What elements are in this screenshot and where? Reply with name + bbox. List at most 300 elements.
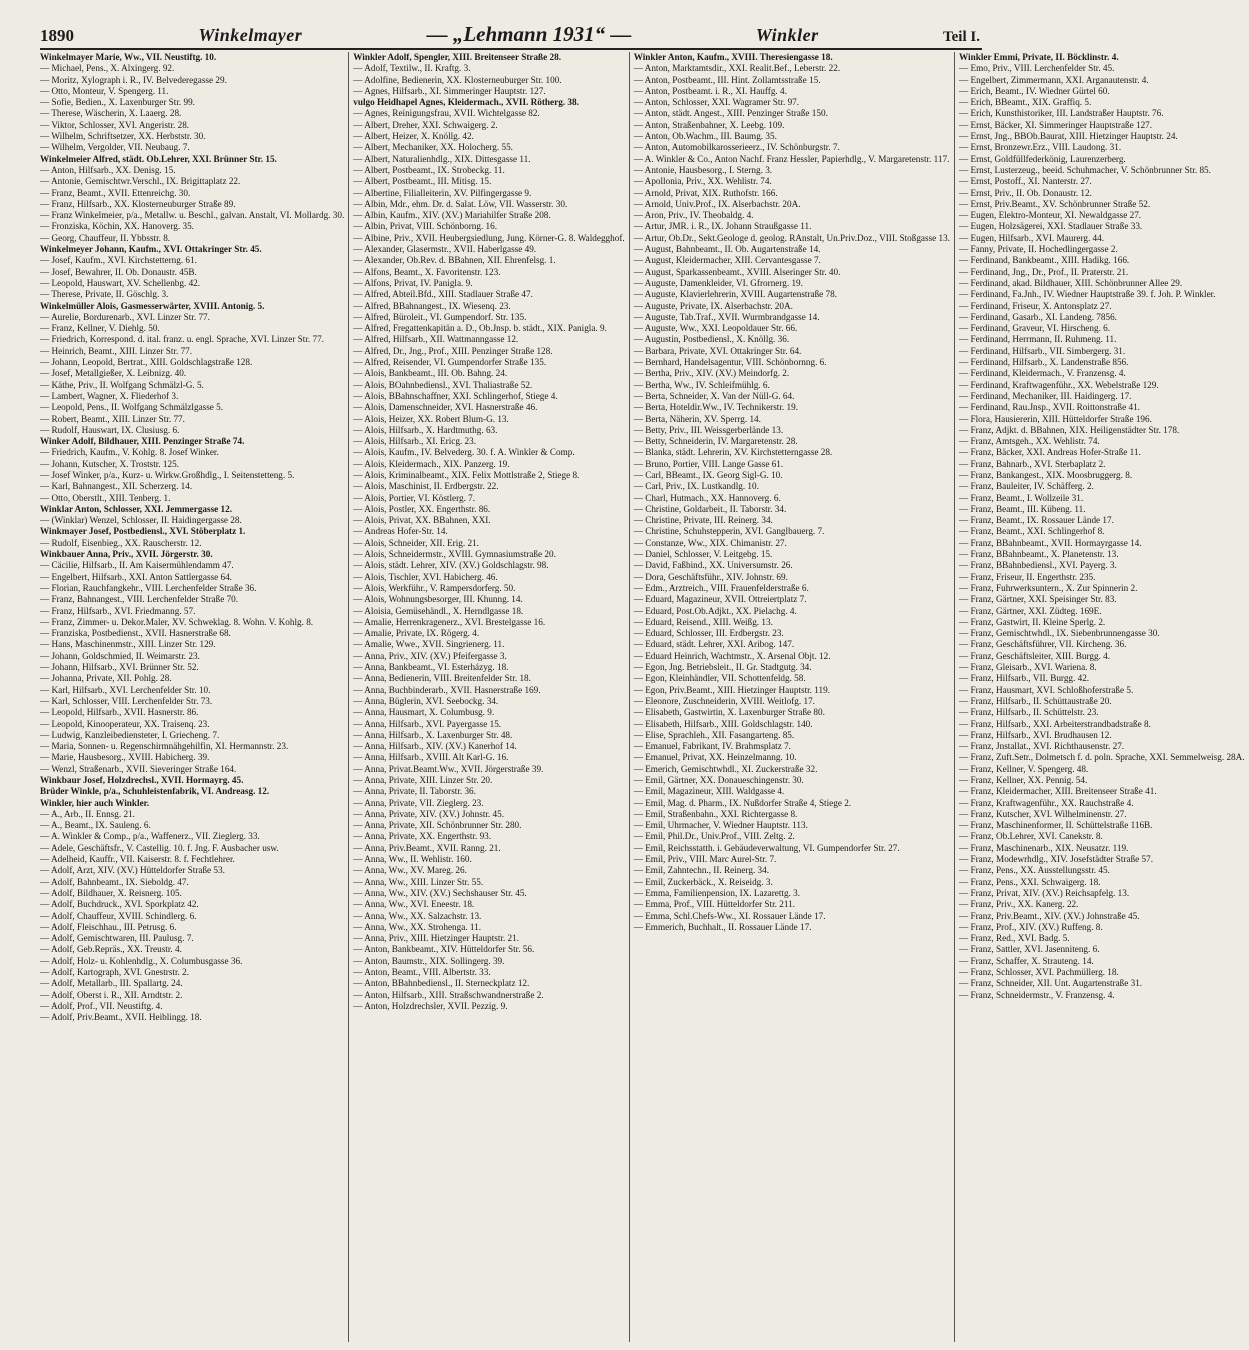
directory-entry: — Anton, Straßenbahner, X. Leebg. 109.: [633, 119, 785, 130]
directory-entry: — Wilhelm, Schriftsetzer, XX. Herbststr. 30.: [40, 131, 206, 142]
directory-entry: — Franz, Bäcker, XXI. Andreas Hofer-Straße 11.: [959, 447, 1141, 458]
directory-entry: — Emma, Familienpension, IX. Lazarettg. 3.: [633, 887, 801, 898]
directory-entry: — Alfred, Abteil.Bfd., XIII. Stadlauer Straße 47.: [353, 289, 533, 300]
directory-entry: — Barbara, Private, XVI. Ottakringer Str. 64.: [633, 345, 802, 356]
directory-entry: Winkelmeier Alfred, städt. Ob.Lehrer, XXI. Brünner Str. 15.: [40, 153, 277, 164]
directory-entry: — Albert, Postbeamt., IX. Strobeckg. 11.: [353, 164, 505, 175]
directory-entry: — Anna, Private, XX. Engerthstr. 93.: [353, 831, 492, 842]
directory-entry: Winkelmeyer Johann, Kaufm., XVI. Ottakringer Str. 45.: [40, 244, 262, 255]
directory-entry: — Ernst, Bronzewr.Erz., VIII. Laudong. 31.: [959, 142, 1122, 153]
directory-entry: — Franz, Kraftwagenführ., XX. Rauchstraße 4.: [959, 797, 1134, 808]
directory-entry: Brüder Winkle, p/a., Schuhleistenfabrik, VI. Andreasg. 12.: [40, 786, 270, 797]
directory-entry: — Franz, Schaffer, X. Strauteng. 14.: [959, 955, 1094, 966]
directory-entry: — Alois, Maschinist, II. Erdbergstr. 22.: [353, 481, 499, 492]
directory-entry: — Adolf, Prof., VII. Neustiftg. 4.: [40, 1000, 163, 1011]
directory-entry: — Alois, Hilfsarb., XI. Ericg. 23.: [353, 436, 477, 447]
directory-entry: — Anna, Ww., XIII. Linzer Str. 55.: [353, 876, 484, 887]
directory-entry: — Alfred, Fregattenkapitän a. D., Ob.Jnsp. b. städt., XIX. Panigla. 9.: [353, 323, 607, 334]
directory-entry: — (Winklar) Wenzel, Schlosser, II. Haidingergasse 28.: [40, 515, 242, 526]
directory-entry: — Elisabeth, Gastwirtin, X. Laxenburger Straße 80.: [633, 707, 825, 718]
directory-entry: — Alfons, Beamt., X. Favoritenstr. 123.: [353, 266, 501, 277]
directory-entry: — Alois, Portier, VI. Köstlerg. 7.: [353, 492, 476, 503]
directory-entry: — Emmerich, Buchhalt., II. Rossauer Lände 17.: [633, 921, 812, 932]
directory-entry: — Adolf, Bildhauer, X. Reisnerg. 105.: [40, 887, 182, 898]
directory-entry: — Adolf, Kartograph, XVI. Gnestrstr. 2.: [40, 967, 190, 978]
directory-entry: — Adelheid, Kauffr., VII. Kaiserstr. 8. f. Fechtlehrer.: [40, 854, 235, 865]
directory-entry: — Alfred, Reisender, VI. Gumpendorfer Straße 135.: [353, 357, 547, 368]
directory-entry: — Franz, Prof., XIV. (XV.) Ruffeng. 8.: [959, 921, 1103, 932]
directory-entry: — Anton, BBahnbediensl., II. Sterneckplatz 12.: [353, 978, 530, 989]
directory-entry: — Anna, Privat.Beamt.Ww., XVII. Jörgerstraße 39.: [353, 763, 544, 774]
directory-entry: — Emerich, Gemischtwhdl., XI. Zuckerstraße 32.: [633, 763, 818, 774]
directory-entry: vulgo Heidhapel Agnes, Kleidermach., XVII. Rötherg. 38.: [353, 97, 579, 108]
directory-entry: — Franz, BBahnbeamt., X. Planetenstr. 13.: [959, 549, 1119, 560]
directory-entry: — Emil, Straßenbahn., XXI. Richtergasse 8.: [633, 808, 798, 819]
directory-entry: — Emil, Zuckerbäck., X. Reiseidg. 3.: [633, 876, 773, 887]
directory-entry: — Adolf, Chauffeur, XVIII. Schindlerg. 6.: [40, 910, 197, 921]
directory-entry: — Ernst, Jng., BBOb.Baurat, XIII. Hietzinger Hauptstr. 24.: [959, 131, 1178, 142]
directory-entry: — Engelbert, Hilfsarb., XXI. Anton Sattlergasse 64.: [40, 571, 232, 582]
directory-entry: — Anton, Postbeamt., III. Hint. Zollamtsstraße 15.: [633, 74, 821, 85]
directory-entry: — Anna, Private, VII. Zieglerg. 23.: [353, 797, 484, 808]
directory-entry: — Anna, Ww., XVI. Eneestr. 18.: [353, 899, 475, 910]
directory-entry: — Adolf, Metallarb., III. Spallartg. 24.: [40, 978, 183, 989]
directory-entry: — Franz, Beamt., IX. Rossauer Lände 17.: [959, 515, 1114, 526]
directory-entry: — Anna, Ww., XX. Strohenga. 11.: [353, 921, 482, 932]
directory-entry: — Alois, Bankbeamt., III. Ob. Bahng. 24.: [353, 368, 508, 379]
directory-entry: — Aloisia, Gemüsehändl., X. Herndlgasse 18.: [353, 605, 524, 616]
directory-entry: — Maria, Sonnen- u. Regenschirmnähgehilfin, XI. Hermannstr. 23.: [40, 741, 289, 752]
directory-entry: — Anna, Hilfsarb., X. Laxenburger Str. 48.: [353, 729, 513, 740]
directory-entry: — Leopold, Kinooperateur, XX. Traisenq. 23.: [40, 718, 210, 729]
directory-entry: — Eduard, Post.Ob.Adjkt., XX. Pielachg. 4.: [633, 605, 797, 616]
directory-entry: — Anton, Marktamtsdir., XXI. Realit.Bef., Leberstr. 22.: [633, 63, 841, 74]
header-right-name: Winkler: [755, 25, 819, 45]
directory-entry: — Franz, Zuft.Setr., Dolmetsch f. d. poln. Sprache, XXI. Semmelweisg. 28A.: [959, 752, 1245, 763]
directory-entry: — Antonie, Hausbesorg., I. Sterng. 3.: [633, 164, 773, 175]
directory-entry: — Anna, Private, XIV. (XV.) Johnstr. 45.: [353, 808, 505, 819]
directory-entry: — Ferdinand, Bankbeamt., XIII. Hadikg. 166.: [959, 255, 1130, 266]
directory-entry: — Alexander, Ob.Rev. d. BBahnen, XII. Ehrenfelsg. 1.: [353, 255, 556, 266]
directory-entry: — Josef, Metallgießer, X. Leibnizg. 40.: [40, 368, 187, 379]
directory-entry: — Rudolf, Hauswart, IX. Clusiusg. 6.: [40, 424, 180, 435]
directory-entry: — Eduard, Reisend., XIII. Weißg. 13.: [633, 616, 773, 627]
directory-entry: — Antonie, Gemischtwr.Verschl., IX. Brigittaplatz 22.: [40, 176, 241, 187]
directory-entry: — Franz, Hilfsarb., XXI. Arbeiterstrandbadstraße 8.: [959, 718, 1151, 729]
directory-entry: — Anton, Schlosser, XXI. Wagramer Str. 97.: [633, 97, 800, 108]
directory-entry: — Franz, Hausmart, XVI. Schloßhoferstraße 5.: [959, 684, 1134, 695]
directory-entry: — Franz, Geschäftsleiter, XIII. Burgg. 4.: [959, 650, 1111, 661]
directory-entry: — Anna, Buchbinderarb., XVII. Hasnerstraße 169.: [353, 684, 541, 695]
directory-entry: — Amalie, Herrenkragenerz., XVI. Brestelgasse 16.: [353, 616, 546, 627]
directory-entry: — Franz, Gleisarb., XVI. Wariena. 8.: [959, 662, 1097, 673]
directory-entry: — Franz, BBahnbediensl., XVI. Payerg. 3.: [959, 560, 1117, 571]
directory-entry: Winkler Anton, Kaufm., XVIII. Theresiengasse 18.: [633, 52, 833, 62]
directory-entry: — Alfred, Büroleit., VI. Gumpendorf. Str. 135.: [353, 311, 527, 322]
directory-entry: — Adolf, Geb.Repräs., XX. Treustr. 4.: [40, 944, 182, 955]
directory-entry: — Franziska, Postbedienst., XVII. Hasnerstraße 68.: [40, 628, 231, 639]
directory-entry: — August, Kleidermacher, XIII. Cervantesgasse 7.: [633, 255, 821, 266]
directory-entry: — Otto, Oberstlt., XIII. Tenberg. 1.: [40, 492, 171, 503]
directory-entry: — Christine, Schuhstepperin, XVI. Ganglbauerg. 7.: [633, 526, 825, 537]
directory-entry: — Anton, Hilfsarb., XX. Denisg. 15.: [40, 164, 176, 175]
directory-entry: — Johanna, Private, XII. Pohlg. 28.: [40, 673, 172, 684]
directory-entry: — Leopold, Hilfsarb., XVII. Hasnerstr. 86.: [40, 707, 199, 718]
directory-entry: — Emo, Priv., VIII. Lerchenfelder Str. 45.: [959, 63, 1115, 74]
directory-entry: — Emil, Gärtner, XX. Donaueschingenstr. 30.: [633, 775, 804, 785]
directory-entry: — David, Faßbind., XX. Universumstr. 26.: [633, 560, 793, 571]
directory-entry: — Ferdinand, Kleidermach., V. Franzensg. 4.: [959, 368, 1126, 379]
directory-entry: Winkelmayer Marie, Ww., VII. Neustiftg. 10.: [40, 52, 217, 62]
directory-entry: — Elisabeth, Hilfsarb., XIII. Goldschlagstr. 140.: [633, 718, 813, 729]
directory-entry: — Emanuel, Fabrikant, IV. Brahmsplatz 7.: [633, 741, 791, 752]
directory-entry: — Franz, Kellner, V. Diehlg. 50.: [40, 323, 160, 334]
directory-entry: — Anna, Ww., XV. Mareg. 26.: [353, 865, 467, 876]
directory-entry: — Egon, Priv.Beamt., XIII. Hietzinger Hauptstr. 119.: [633, 684, 831, 695]
directory-entry: — Alois, Schneidermstr., XVIII. Gymnasiumstraße 20.: [353, 549, 556, 560]
directory-entry: — Franz, Jnstallat., XVI. Richthausenstr. 27.: [959, 741, 1125, 752]
directory-entry: — Emil, Zahntechn., II. Reinerg. 34.: [633, 865, 770, 876]
directory-entry: — Johann, Goldschmied, II. Weimarstr. 23.: [40, 650, 200, 661]
directory-entry: — Erich, Beamt., IV. Wiedner Gürtel 60.: [959, 85, 1110, 96]
directory-entry: — Ferdinand, Fa.Jnh., IV. Wiedner Hauptstraße 39. f. Joh. P. Winkler.: [959, 289, 1216, 300]
directory-entry: — Alois, BOahnbediensl., XVI. Thaliastraße 52.: [353, 379, 533, 390]
directory-entry: — Franz, Hilfsarb., XVI. Friedmanng. 57.: [40, 605, 196, 616]
directory-entry: — Arnold, Privat, XIX. Ruthofstr. 166.: [633, 187, 778, 198]
directory-entry: — Berta, Näherin, XV. Sperrg. 14.: [633, 413, 761, 424]
directory-entry: — Anna, Priv.Beamt., XVII. Ranng. 21.: [353, 842, 501, 853]
directory-entry: — Ernst, Priv.Beamt., XV. Schönbrunner Straße 52.: [959, 198, 1151, 209]
directory-entry: — Emil, Magazineur, XIII. Waldgasse 4.: [633, 786, 785, 797]
directory-entry: — Anton, Beamt., VIII. Albertstr. 33.: [353, 967, 491, 978]
header-left-name: Winkelmayer: [198, 25, 303, 45]
directory-entry: — Alfred, Dr., Jng., Prof., XIII. Penzinger Straße 128.: [353, 345, 553, 356]
directory-entry: — Franz, Ob.Lehrer, XVI. Canekstr. 8.: [959, 831, 1103, 842]
directory-entry: — Hans, Maschinenmstr., XIII. Linzer Str. 129.: [40, 639, 216, 650]
directory-entry: — Alois, Privat, XX. BBahnen, XXI.: [353, 515, 491, 526]
column-4: [959, 52, 1249, 1342]
directory-entry: — Erich, Kunsthistoriker, III. Landstraßer Hauptstr. 76.: [959, 108, 1164, 119]
directory-entry: — Anna, Priv., XIII. Hietzinger Hauptstr. 21.: [353, 933, 520, 944]
directory-entry: — August, Sparkassenbeamt., XVIII. Alseringer Str. 40.: [633, 266, 841, 277]
directory-entry: — Adolf, Holz- u. Kohlenhdlg., X. Columbusgasse 36.: [40, 955, 243, 966]
directory-entry: — Ferdinand, Gasarb., XI. Landeng. 7856.: [959, 311, 1117, 322]
directory-entry: — Franz, Kutscher, XVI. Wilhelminenstr. 27.: [959, 808, 1127, 819]
header-part: Teil I.: [943, 29, 980, 45]
directory-entry: — Agnes, Hilfsarb., XI. Simmeringer Hauptstr. 127.: [353, 85, 546, 96]
directory-entry: — Franz, Red., XVI. Badg. 5.: [959, 933, 1070, 944]
directory-entry: — Alfons, Privat, IV. Panigla. 9.: [353, 277, 473, 288]
directory-entry: — Friedrich, Kaufm., V. Kohlg. 8. Josef Winker.: [40, 447, 219, 458]
directory-entry: — Ernst, Priv., II. Ob. Donaustr. 12.: [959, 187, 1092, 198]
directory-entry: — Adolf, Arzt, XIV. (XV.) Hütteldorfer Straße 53.: [40, 865, 225, 876]
directory-entry: — Josef, Bewahrer, II. Ob. Donaustr. 45B.: [40, 266, 197, 277]
directory-entry: — Georg, Chauffeur, II. Ybbsstr. 8.: [40, 232, 171, 243]
directory-entry: — Moritz, Xylograph i. R., IV. Belvederegasse 29.: [40, 74, 227, 85]
directory-entry: — Anna, Büglerin, XVI. Seebockg. 34.: [353, 695, 499, 706]
directory-entry: — Heinrich, Beamt., XIII. Linzer Str. 77.: [40, 345, 193, 356]
directory-entry: Winker Adolf, Bildhauer, XIII. Penzinger Straße 74.: [40, 436, 245, 447]
directory-entry: — Betty, Priv., III. Weissgerberlände 13.: [633, 424, 784, 435]
directory-entry: — A., Beamt., IX. Sauleng. 6.: [40, 820, 151, 831]
directory-entry: — Marie, Hausbesorg., XVIII. Habicherg. 39.: [40, 752, 210, 763]
directory-entry: — Franz, Bankangest., XIX. Moosbruggerg. 8.: [959, 469, 1133, 480]
directory-entry: — Ludwig, Kanzleibediensteter, I. Griecheng. 7.: [40, 729, 220, 740]
directory-entry: — Albine, Priv., XVII. Heubergsiedlung, Jung. Körner-G. 8. Waldegghof.: [353, 232, 625, 243]
directory-entry: — Flora, Hausiererin, XIII. Hütteldorfer Straße 196.: [959, 413, 1152, 424]
directory-entry: — Eleonore, Zuschneiderin, XVIII. Weitlofg. 17.: [633, 695, 815, 706]
directory-entry: — Therese, Wäscherin, X. Laaerg. 28.: [40, 108, 182, 119]
directory-entry: — Anton, Hilfsarb., XIII. Straßschwandnerstraße 2.: [353, 989, 544, 1000]
directory-entry: — Alfred, Hilfsarb., XII. Wattmanngasse 12.: [353, 334, 519, 345]
directory-entry: — Anna, Hilfsarb., XVIII. Alt Karl-G. 16.: [353, 752, 509, 763]
directory-entry: — Adele, Geschäftsfr., V. Castellig. 10. f. Jng. F. Ausbacher usw.: [40, 842, 279, 853]
directory-entry: — Elise, Sprachleh., XII. Fasangarteng. 85.: [633, 729, 795, 740]
directory-entry: — Auguste, Private, IX. Alserbachstr. 20A.: [633, 300, 793, 311]
directory-entry: — Alois, BBahnschaffner, XXI. Schlingerhof, Stiege 4.: [353, 390, 558, 401]
directory-entry: — Franz, Bahnangest., VIII. Lerchenfelder Straße 70.: [40, 594, 239, 605]
directory-entry: — Wilhelm, Vergolder, VII. Neubaug. 7.: [40, 142, 190, 153]
directory-entry: — Franz, Schneidermstr., V. Franzensg. 4.: [959, 989, 1115, 1000]
directory-entry: — Franz, Beamt., XVII. Ettenreichg. 30.: [40, 187, 191, 198]
column-3: [634, 52, 955, 1342]
directory-entry: — Arnold, Univ.Prof., IX. Alserbachstr. 20A.: [633, 198, 801, 209]
directory-entry: — Alexander, Glasermstr., XVII. Haberlgasse 49.: [353, 244, 537, 255]
directory-entry: — Ferdinand, Mechaniker, III. Haidingerg. 17.: [959, 390, 1132, 401]
directory-entry: Winkbauer Anna, Priv., XVII. Jörgerstr. 30.: [40, 549, 213, 560]
directory-entry: — Ferdinand, akad. Bildhauer, XIII. Schönbrunner Allee 29.: [959, 277, 1183, 288]
directory-entry: — Aurelie, Bordurenarb., XVI. Linzer Str. 77.: [40, 311, 210, 322]
directory-entry: — Ernst, Goldfüllfederkönig, Laurenzerberg.: [959, 153, 1126, 164]
directory-entry: — Karl, Hilfsarb., XVI. Lerchenfelder Str. 10.: [40, 684, 211, 695]
directory-entry: — Anton, Ob.Wachm., III. Baumg. 35.: [633, 131, 777, 142]
directory-entry: — Alfred, BBahnangest., IX. Wiesenq. 23.: [353, 300, 511, 311]
directory-entry: — Carl, Priv., IX. Lustkandlg. 10.: [633, 481, 759, 492]
directory-entry: — Franz, BBahnbeamt., XVII. Hormayrgasse 14.: [959, 537, 1142, 548]
directory-entry: — Franz, Modewrhdlg., XIV. Josefstädter Straße 57.: [959, 854, 1154, 865]
directory-entry: — Ernst, Bäcker, XI. Simmeringer Hauptstraße 127.: [959, 119, 1153, 130]
directory-entry: — Alois, Werkführ., V. Rampersdorferg. 50.: [353, 582, 516, 593]
directory-entry: — Franz, Maschinenformer, II. Schüttelstraße 116B.: [959, 820, 1153, 831]
directory-entry: — Ferdinand, Hilfsarb., VII. Simbergerg. 31.: [959, 345, 1126, 356]
directory-entry: — Apollonia, Priv., XX. Wehlistr. 74.: [633, 176, 772, 187]
directory-entry: — Blanka, städt. Lehrerin, XV. Kirchstetterngasse 28.: [633, 447, 833, 458]
directory-entry: — Franz, Maschinenarb., XIX. Neusatzr. 119.: [959, 842, 1129, 853]
directory-entry: — Eugen, Elektro-Monteur, XI. Newaldgasse 27.: [959, 210, 1142, 221]
directory-entry: — Augustin, Postbediensl., X. Knöllg. 36.: [633, 334, 790, 345]
directory-entry: — Franz, Gemischtwhdl., IX. Siebenbrunnengasse 30.: [959, 628, 1160, 639]
directory-entry: — Daniel, Schlosser, V. Leitgebg. 15.: [633, 549, 773, 560]
directory-entry: — Franz, Zimmer- u. Dekor.Maler, XV. Schweklag. 8. Wohn. V. Kohlg. 8.: [40, 616, 314, 627]
directory-entry: — Albin, Privat, VIII. Schönborng. 16.: [353, 221, 498, 232]
directory-entry: — Josef Winker, p/a., Kurz- u. Wirkw.Großhdlg., I. Seitenstetteng. 5.: [40, 469, 295, 480]
directory-entry: — Johann, Hilfsarb., XVI. Brünner Str. 52.: [40, 662, 199, 673]
directory-entry: — Karl, Schlosser, VIII. Lerchenfelder Str. 73.: [40, 695, 213, 706]
directory-entry: — Ferdinand, Jng., Dr., Prof., II. Praterstr. 21.: [959, 266, 1129, 277]
directory-entry: — Friedrich, Korrespond. d. ital. franz. u. engl. Sprache, XVI. Linzer Str. 77.: [40, 334, 324, 345]
directory-entry: — Adolf, Bahnbeamt., IX. Sieboldg. 47.: [40, 876, 189, 887]
directory-entry: — Franz, Kellner, XX. Pennig. 54.: [959, 775, 1088, 785]
directory-entry: — Auguste, Ww., XXI. Leopoldauer Str. 66.: [633, 323, 798, 334]
directory-entry: — Auguste, Klavierlehrerin, XVIII. Augartenstraße 78.: [633, 289, 838, 300]
directory-entry: Winkler Adolf, Spengler, XIII. Breitenseer Straße 28.: [353, 52, 562, 62]
directory-entry: — Ferdinand, Friseur, X. Antonsplatz 27.: [959, 300, 1112, 311]
header-rule: [40, 48, 982, 50]
directory-entry: — Franz, Gärtner, XXI. Züdteg. 169E.: [959, 605, 1102, 616]
directory-entry: — Franz, Hilfsarb., VII. Burgg. 42.: [959, 673, 1090, 684]
directory-entry: — Adolf, Fleischhau., III. Petrusg. 6.: [40, 921, 177, 932]
directory-entry: — Emil, Mag. d. Pharm., IX. Nußdorfer Straße 4, Stiege 2.: [633, 797, 852, 808]
directory-entry: — Rudolf, Eisenbieg., XX. Rauscherstr. 12.: [40, 537, 202, 548]
directory-entry: — Franz, Geschäftsführer, VII. Kircheng. 36.: [959, 639, 1127, 650]
directory-entry: — Adolf, Priv.Beamt., XVII. Heiblingg. 18.: [40, 1012, 202, 1023]
directory-entry: — Cäcilie, Hilfsarb., II. Am Kaisermühlendamm 47.: [40, 560, 234, 571]
directory-entry: — Alois, städt. Lehrer, XIV. (XV.) Goldschlagstr. 98.: [353, 560, 549, 571]
directory-entry: — Franz, Adjkt. d. BBahnen, XIX. Heiligenstädter Str. 178.: [959, 424, 1180, 435]
directory-entry: — Anna, Private, XIII. Linzer Str. 20.: [353, 775, 493, 785]
directory-entry: — Anna, Ww., II. Wehlistr. 160.: [353, 854, 472, 865]
directory-entry: — Eduard, städt. Lehrer, XXI. Aribog. 147.: [633, 639, 795, 650]
directory-entry: — Lambert, Wagner, X. Fliederhof 3.: [40, 390, 179, 401]
directory-entry: — Franz, Pens., XXI. Schwaigerg. 18.: [959, 876, 1101, 887]
directory-entry: — Alois, Wohnungsbesorger, III. Khunng. 14.: [353, 594, 523, 605]
directory-entry: — Anton, Postbeamt. i. R., XI. Hauffg. 4.: [633, 85, 787, 96]
directory-entry: — Eugen, Holzsägerei, XXI. Stadlauer Straße 33.: [959, 221, 1143, 232]
directory-entry: — Emma, Schl.Chefs-Ww., XI. Rossauer Lände 17.: [633, 910, 826, 921]
directory-entry: — Dora, Geschäftsführ., XIV. Johnstr. 69.: [633, 571, 788, 582]
directory-entry: — Amalie, Private, IX. Rögerg. 4.: [353, 628, 480, 639]
directory-entry: — Bertha, Ww., IV. Schleifmühlg. 6.: [633, 379, 770, 390]
directory-entry: — Franz, Kleidermacher, XIII. Breitenseer Straße 41.: [959, 786, 1157, 797]
directory-entry: — Emanuel, Privat, XX. Heinzelmanng. 10.: [633, 752, 797, 763]
directory-entry: — Albert, Dreher, XXI. Schwaigerg. 2.: [353, 119, 498, 130]
directory-entry: — Adolf, Buchdruck., XVI. Sporkplatz 42.: [40, 899, 199, 910]
directory-entry: — Anton, Holzdrechsler, XVII. Pezzig. 9.: [353, 1000, 508, 1011]
directory-entry: — A., Arb., II. Ennsg. 21.: [40, 808, 135, 819]
directory-entry: — Emma, Prof., VIII. Hütteldorfer Str. 211.: [633, 899, 795, 910]
directory-entry: — Ferdinand, Kraftwagenführ., XX. Webelstraße 129.: [959, 379, 1159, 390]
directory-entry: — Wenzl, Straßenarb., XVII. Sieveringer Straße 164.: [40, 763, 237, 774]
column-1: [40, 52, 349, 1342]
directory-entry: — Anna, Hilfsarb., XIV. (XV.) Kanerhof 14.: [353, 741, 517, 752]
directory-entry: — Michael, Pens., X. Alxingerg. 92.: [40, 63, 175, 74]
directory-entry: — Franz, Beamt., XXI. Schlingerhof 8.: [959, 526, 1105, 537]
directory-entry: Winklar Anton, Schlosser, XXI. Jemmergasse 12.: [40, 503, 233, 514]
directory-entry: — Robert, Beamt., XIII. Linzer Str. 77.: [40, 413, 185, 424]
directory-entry: — Alois, Kleidermach., XIX. Panzerg. 19.: [353, 458, 510, 469]
directory-entry: — Anna, Bankbeamt., VI. Esterházyg. 18.: [353, 662, 509, 673]
directory-entry: — Alois, Kaufm., IV. Belvederg. 30. f. A. Winkler & Comp.: [353, 447, 575, 458]
directory-entry: — Albin, Mdr., ehm. Dr. d. Salat. Löw, VII. Wasserstr. 30.: [353, 198, 568, 209]
directory-entry: — Adolf, Gemischtwaren, III. Paulusg. 7.: [40, 933, 194, 944]
directory-entry: Winkler, hier auch Winkler.: [40, 797, 150, 808]
directory-entry: — Otto, Monteur, V. Spengerg. 11.: [40, 85, 169, 96]
directory-entry: — Fronziska, Köchin, XX. Hanoverg. 35.: [40, 221, 194, 232]
directory-entry: — Alois, Postler, XX. Engerthstr. 86.: [353, 503, 491, 514]
directory-entry: — A. Winkler & Co., Anton Nachf. Franz Hessler, Papierhdlg., V. Margaretenstr. 117.: [633, 153, 950, 164]
directory-entry: — Artur, JMR. i. R., IX. Johann Straußgasse 11.: [633, 221, 812, 232]
directory-entry: — Charl, Hutmach., XX. Hannoverg. 6.: [633, 492, 781, 503]
directory-entry: — Bernhard, Handelsagentur, VIII. Schönbornng. 6.: [633, 357, 827, 368]
page-number: 1890: [40, 26, 74, 45]
directory-entry: Winkelmüller Alois, Gasmesserwärter, XVIII. Antonig. 5.: [40, 300, 265, 311]
directory-entry: — Alois, Kriminalbeamt., XIX. Felix Mottlstraße 2, Stiege 8.: [353, 469, 580, 480]
directory-entry: — Franz, Sattler, XVI. Jasenniteng. 6.: [959, 944, 1100, 955]
directory-entry: — Anton, Bankbeamt., XIV. Hütteldorfer Str. 56.: [353, 944, 535, 955]
directory-entry: — Albert, Postbeamt., III. Mitisg. 15.: [353, 176, 492, 187]
directory-entry: — Franz, Bahnarb., XVI. Sterbaplatz 2.: [959, 458, 1106, 469]
directory-entry: — Andreas Hofer-Str. 14.: [353, 526, 448, 537]
directory-entry: — Franz, Schneider, XII. Unt. Augartenstraße 31.: [959, 978, 1143, 989]
directory-entry: Winkler Emmi, Private, II. Böcklinstr. 4.: [959, 52, 1119, 62]
directory-entry: — Florian, Rauchfangkehr., VIII. Lerchenfelder Straße 36.: [40, 582, 257, 593]
directory-entry: — Franz, Hilfsarb., XVI. Brudhausen 12.: [959, 729, 1112, 740]
directory-entry: — Emil, Reichsstatth. i. Gebäudeverwaltung, VI. Gumpendorfer Str. 27.: [633, 842, 900, 853]
directory-entry: — Anna, Hausmart, X. Columbusg. 9.: [353, 707, 495, 718]
directory-entry: — Franz, Hilfsarb., II. Schüttelstr. 23.: [959, 707, 1099, 718]
directory-entry: — Ferdinand, Herrmann, II. Ruhmeng. 11.: [959, 334, 1117, 345]
directory-entry: — Anna, Ww., XIV. (XV.) Sechshauser Str. 45.: [353, 887, 527, 898]
directory-entry: — Aron, Priv., IV. Theobaldg. 4.: [633, 210, 754, 221]
directory-entry: — Franz, Hilfsarb., XX. Klosterneuburger Straße 89.: [40, 198, 236, 209]
directory-entry: — Anna, Private, II. Taborstr. 36.: [353, 786, 476, 797]
directory-entry: — Anna, Priv., XIV. (XV.) Pfeifergasse 3.: [353, 650, 507, 661]
directory-entry: — Carl, BBeamt., IX. Georg Sigl-G. 10.: [633, 469, 783, 480]
directory-entry: — Ferdinand, Hilfsarb., X. Landenstraße 856.: [959, 357, 1129, 368]
directory-entry: — Adolf, Textilw., II. Kraftg. 3.: [353, 63, 471, 74]
directory-entry: — Johann, Kutscher, X. Troststr. 125.: [40, 458, 179, 469]
directory-entry: — Betty, Schneiderin, IV. Margaretenstr. 28.: [633, 436, 798, 447]
directory-entry: — Alois, Heizer, XX. Robert Blum-G. 13.: [353, 413, 509, 424]
directory-entry: — Anna, Private, XII. Schönbrunner Str. 280.: [353, 820, 522, 831]
directory-entry: — Amalie, Wwe., XVII. Singrienerg. 11.: [353, 639, 505, 650]
directory-entry: — Franz, Gastwirt, II. Kleine Sperlg. 2.: [959, 616, 1106, 627]
directory-entry: — Viktor, Schlosser, XVI. Angeristr. 28.: [40, 119, 190, 130]
directory-entry: — Auguste, Tab.Traf., XVII. Wurmbrandgasse 14.: [633, 311, 820, 322]
directory-entry: — Franz, Priv.Beamt., XIV. (XV.) Johnstraße 45.: [959, 910, 1140, 921]
directory-entry: — Constanze, Ww., XIX. Chimanistr. 27.: [633, 537, 787, 548]
directory-entry: — Adolf, Oberst i. R., XII. Arndtstr. 2.: [40, 989, 183, 1000]
directory-entry: — Johann, Leopold, Bertrat., XIII. Goldschlagstraße 128.: [40, 357, 253, 368]
directory-entry: — Franz, Fuhrwerksuntern., X. Zur Spinnerin 2.: [959, 582, 1138, 593]
directory-entry: — Albert, Heizer, X. Knöllg. 42.: [353, 131, 474, 142]
directory-entry: — Franz, Privat, XIV. (XV.) Reichsapfelg. 13.: [959, 887, 1130, 898]
directory-entry: — Therese, Private, II. Göschlg. 3.: [40, 289, 169, 300]
directory-entry: — Agnes, Reinigungsfrau, XVII. Wichtelgasse 82.: [353, 108, 540, 119]
directory-entry: Winkmayer Josef, Postbediensl., XVI. Stöberplatz 1.: [40, 526, 246, 537]
directory-entry: — Franz, Gärtner, XXI. Speisinger Str. 83.: [959, 594, 1117, 605]
directory-entry: — Albert, Mechaniker, XX. Holocherg. 55.: [353, 142, 513, 153]
directory-entry: — Ernst, Lusterzeug., beeid. Schuhmacher, V. Schönbrunner Str. 85.: [959, 164, 1211, 175]
page-header: [40, 22, 980, 48]
directory-entry: — Josef, Kaufm., XVI. Kirchstetterng. 61.: [40, 255, 197, 266]
columns-container: [40, 52, 1245, 1342]
directory-entry: — Egon, Jng. Betriebsleit., II. Gr. Stadtgutg. 34.: [633, 662, 812, 673]
directory-entry: — Franz, Priv., XX. Kanerg. 22.: [959, 899, 1079, 910]
directory-entry: — Franz, Beamt., III. Kübeng. 11.: [959, 503, 1086, 514]
directory-entry: — Leopold, Hauswart, XV. Schellenbg. 42.: [40, 277, 201, 288]
directory-entry: — Franz, Beamt., I. Wollzeile 31.: [959, 492, 1084, 503]
directory-entry: — Anton, Automobilkarosserieerz., IV. Schönburgstr. 7.: [633, 142, 840, 153]
directory-entry: — Albin, Kaufm., XIV. (XV.) Mariahilfer Straße 208.: [353, 210, 551, 221]
directory-entry: — Erich, BBeamt., XIX. Graffiq. 5.: [959, 97, 1092, 108]
directory-entry: — Berta, Schneider, X. Van der Nüll-G. 64.: [633, 390, 795, 401]
directory-entry: — Anton, städt. Angest., XIII. Penzinger Straße 150.: [633, 108, 828, 119]
directory-entry: — Fanny, Private, II. Hochedlingergasse 2.: [959, 244, 1118, 255]
directory-entry: — Franz, Kellner, V. Spengerg. 48.: [959, 763, 1089, 774]
directory-entry: — Engelbert, Zimmermann, XXI. Arganautenstr. 4.: [959, 74, 1149, 85]
directory-entry: — Käthe, Priv., II. Wolfgang Schmälzl-G. 5.: [40, 379, 204, 390]
